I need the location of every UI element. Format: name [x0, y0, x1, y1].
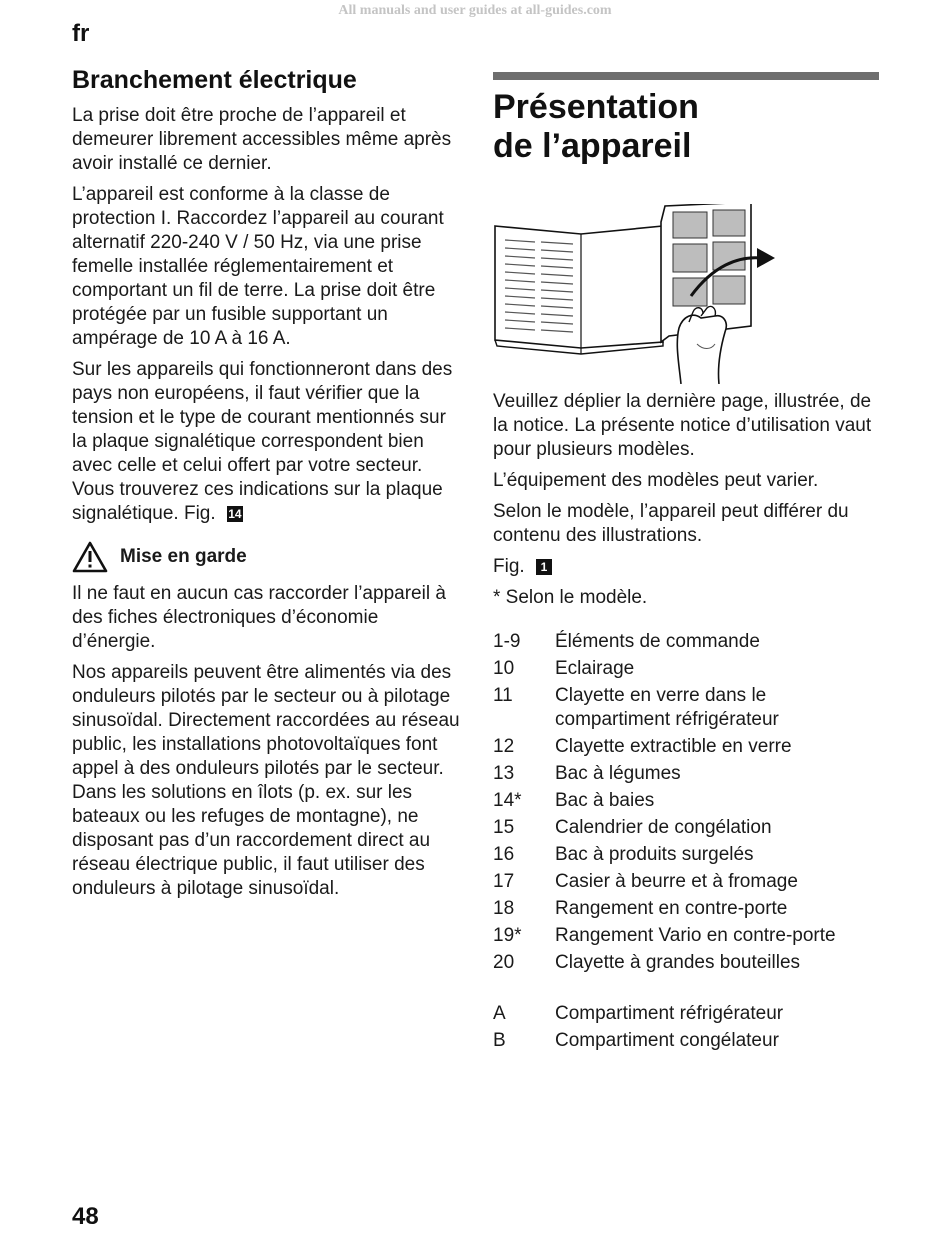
list-item — [493, 1029, 879, 1053]
list-item — [493, 1002, 879, 1026]
right-column — [493, 72, 879, 1056]
page-number: 48 — [72, 1203, 99, 1230]
list-item — [493, 789, 879, 813]
item-number: 10 — [493, 658, 515, 679]
warning-header — [72, 540, 462, 574]
warning-triangle-icon — [72, 541, 108, 573]
warning-title: Mise en garde — [120, 546, 247, 567]
list-item — [493, 735, 879, 759]
list-item — [493, 762, 879, 786]
paragraph: Selon le modèle, l’appareil peut différer du contenu des illustrations. — [493, 501, 849, 546]
item-number: 17 — [493, 871, 515, 892]
item-label: Bac à produits surgelés — [555, 844, 754, 865]
paragraph: Nos appareils peuvent être alimentés via des onduleurs pilotés par le secteur ou à pilotage sinusoïdal. Directement raccordées au réseau public, les installations photovoltaïques font appel à des onduleurs pilotés par le secteur. Dans les solutions en îlots (p. ex. sur les bateaux ou les refuges de montagne), ne disposant pas d’un raccordement direct au réseau électrique public, il faut utiliser des onduleurs à pilotage sinusoïdal. — [72, 662, 460, 899]
parts-list — [493, 630, 879, 975]
paragraph: Il ne faut en aucun cas raccorder l’appareil à des fiches électroniques d’économie d’énergie. — [72, 583, 446, 652]
item-label: Casier à beurre et à fromage — [555, 871, 798, 892]
manual-unfold-icon — [493, 204, 783, 384]
item-label: Calendrier de congélation — [555, 817, 772, 838]
list-item — [493, 924, 879, 948]
item-number: 11 — [493, 685, 513, 706]
item-number: A — [493, 1003, 506, 1024]
item-number: 1-9 — [493, 631, 521, 652]
item-number: 12 — [493, 736, 515, 757]
fig-reference — [493, 555, 879, 579]
item-label: Rangement en contre-porte — [555, 898, 788, 919]
item-number: 20 — [493, 952, 515, 973]
section-rule — [493, 72, 879, 80]
list-item — [493, 684, 879, 732]
unfold-page-illustration — [493, 204, 783, 384]
item-label: Bac à baies — [555, 790, 655, 811]
item-number: 14* — [493, 790, 522, 811]
fig-label: Fig. — [493, 556, 525, 577]
list-item — [493, 816, 879, 840]
compartments-list — [493, 1002, 879, 1053]
paragraph — [72, 358, 462, 526]
left-column — [72, 64, 462, 908]
item-number: 13 — [493, 763, 515, 784]
item-label: Compartiment congélateur — [555, 1030, 779, 1051]
item-number: B — [493, 1030, 506, 1051]
fig-ref-badge: 1 — [536, 559, 552, 575]
section-heading-presentation — [493, 88, 879, 166]
list-item — [493, 897, 879, 921]
paragraph: L’équipement des modèles peut varier. — [493, 470, 819, 491]
model-note: * Selon le modèle. — [493, 587, 648, 608]
item-number: 16 — [493, 844, 515, 865]
item-number: 15 — [493, 817, 515, 838]
item-label: Compartiment réfrigérateur — [555, 1003, 784, 1024]
list-item — [493, 870, 879, 894]
presentation-text — [493, 390, 879, 610]
paragraph-text: Sur les appareils qui fonctionneront dans des pays non européens, il faut vérifier que la tension et le type de courant mentionnés sur la plaque signalétique correspondent bien avec celle et celui offert par votre secteur. Vous trouverez ces indications sur la plaque signalétique. Fig. — [72, 359, 453, 524]
paragraph: La prise doit être proche de l’appareil et demeurer librement accessibles même après avoir installé ce dernier. — [72, 105, 452, 174]
section-heading-electrical: Branchement électrique — [72, 66, 357, 94]
paragraph: Veuillez déplier la dernière page, illustrée, de la notice. La présente notice d’utilisation vaut pour plusieurs modèles. — [493, 391, 872, 460]
item-label: Rangement Vario en contre-porte — [555, 925, 836, 946]
list-item — [493, 951, 879, 975]
list-item — [493, 657, 879, 681]
language-label: fr — [72, 20, 90, 47]
item-label: Eclairage — [555, 658, 635, 679]
watermark: All manuals and user guides at all-guides.com — [338, 3, 612, 18]
item-label: Clayette à grandes bouteilles — [555, 952, 801, 973]
item-label: Clayette extractible en verre — [555, 736, 792, 757]
heading-line-1: Présentation — [493, 88, 699, 126]
list-item — [493, 843, 879, 867]
item-label: Bac à légumes — [555, 763, 681, 784]
item-number: 19* — [493, 925, 522, 946]
heading-line-2: de l’appareil — [493, 127, 692, 165]
paragraph: L’appareil est conforme à la classe de protection I. Raccordez l’appareil au courant alternatif 220-240 V / 50 Hz, via une prise femelle installée réglementairement et comportant un fil de terre. La prise doit être protégée par un fusible supportant un ampérage de 10 A à 16 A. — [72, 184, 444, 349]
item-number: 18 — [493, 898, 515, 919]
item-label: Éléments de commande — [555, 631, 760, 652]
list-item — [493, 630, 879, 654]
item-label: Clayette en verre dans le compartiment réfrigérateur — [555, 685, 779, 730]
fig-ref-badge: 14 — [228, 506, 242, 521]
